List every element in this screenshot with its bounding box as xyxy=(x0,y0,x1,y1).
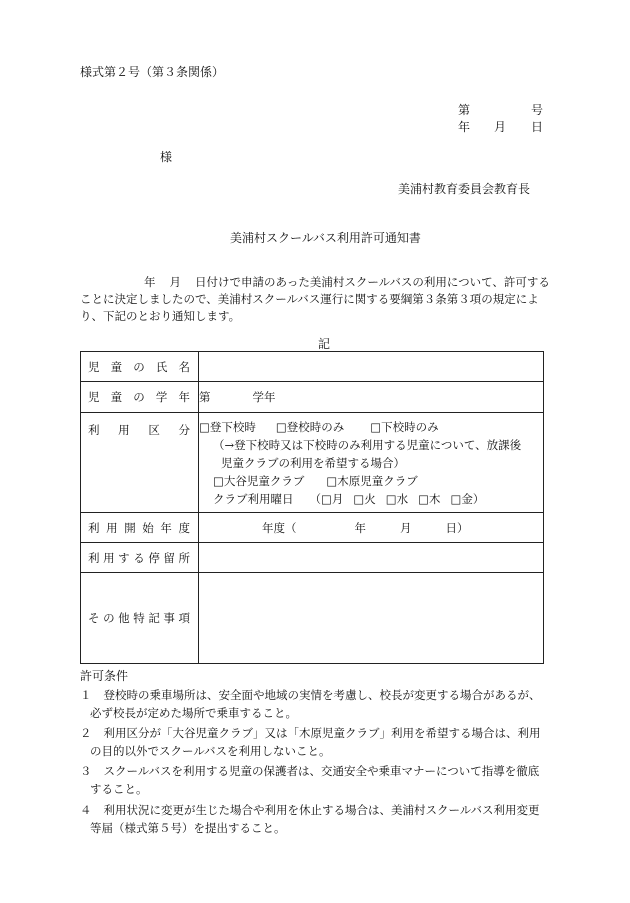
start-month: 月 xyxy=(400,520,412,535)
club-options-line xyxy=(199,472,543,490)
row-bus-stop xyxy=(81,543,544,573)
date-day: 日 xyxy=(531,120,544,134)
sender-title: 美浦村教育委員会教育長 xyxy=(398,182,531,196)
body-line-3: り、下記のとおり通知します。 xyxy=(80,309,241,323)
usage-options-line xyxy=(199,418,543,436)
number-suffix: 号 xyxy=(531,103,544,117)
row-usage-category xyxy=(81,413,544,513)
application-table xyxy=(80,351,544,664)
start-year-field[interactable] xyxy=(199,513,544,543)
club-kihara-checkbox[interactable]: □木原児童クラブ xyxy=(326,473,418,488)
addressee-suffix: 様 xyxy=(160,150,173,164)
body-paragraph xyxy=(80,274,550,325)
condition-item: １ 登校時の乗車場所は、安全面や地域の実情を考慮し、校長が変更する場合があるが、 必ず校長が定めた場所で乗車すること。 xyxy=(80,688,541,720)
usage-note-line-1: （→登下校時又は下校時のみ利用する児童について、放課後 xyxy=(213,437,522,452)
label-usage-category: 利 用 区 分 xyxy=(81,413,199,513)
day-fri-checkbox[interactable]: □金 xyxy=(450,491,473,506)
usage-note-line-2: 児童クラブの利用を希望する場合） xyxy=(221,455,405,470)
bus-stop-field[interactable] xyxy=(199,543,544,573)
usage-category-field xyxy=(199,413,544,513)
club-otani-checkbox[interactable]: □大谷児童クラブ xyxy=(213,473,305,488)
condition-item: ２ 利用区分が「大谷児童クラブ」又は「木原児童クラブ」利用を希望する場合は、利用 の目的以外でスクールバスを利用しないこと。 xyxy=(80,726,541,758)
day-wed-checkbox[interactable]: □水 xyxy=(385,491,409,506)
body-date-year: 年 xyxy=(144,275,156,289)
start-year: 年 xyxy=(354,520,366,535)
row-child-name xyxy=(81,352,544,382)
label-start-year: 利 用 開 始 年 度 xyxy=(81,513,199,543)
club-days-line: クラブ利用曜日 （□月 □火 □水 □木 □金） xyxy=(213,491,485,506)
day-thu-checkbox[interactable]: □木 xyxy=(418,491,441,506)
number-prefix: 第 xyxy=(458,103,471,117)
conditions-title: 許可条件 xyxy=(80,669,129,683)
day-tue-checkbox[interactable]: □火 xyxy=(353,491,376,506)
body-line-1 xyxy=(80,274,550,291)
record-label: 記 xyxy=(318,337,331,351)
condition-item: ４ 利用状況に変更が生じた場合や利用を休止する場合は、美浦村スクールバス利用変更 等届（様式第５号）を提出すること。 xyxy=(80,803,540,835)
grade-prefix: 第 xyxy=(199,390,211,404)
document-title: 美浦村スクールバス利用許可通知書 xyxy=(230,231,421,245)
row-start-year xyxy=(81,513,544,543)
start-fiscal-year: 年度（ xyxy=(262,520,297,535)
row-child-grade xyxy=(81,382,544,413)
body-line-2: ことに決定しましたので、美浦村スクールバス運行に関する要綱第３条第３項の規定によ xyxy=(80,292,539,306)
form-number: 様式第２号（第３条関係） xyxy=(80,65,225,79)
child-grade-field[interactable] xyxy=(199,382,544,413)
row-remarks xyxy=(81,573,544,664)
option-from-school-only-checkbox[interactable]: □下校時のみ xyxy=(370,419,439,434)
label-child-name: 児 童 の 氏 名 xyxy=(81,352,199,382)
grade-suffix: 学年 xyxy=(252,390,276,404)
date-year: 年 xyxy=(458,120,471,134)
date-month: 月 xyxy=(494,120,507,134)
label-child-grade: 児 童 の 学 年 xyxy=(81,382,199,413)
club-days-label: クラブ利用曜日 xyxy=(213,491,294,506)
label-remarks: そ の 他 特 記 事 項 xyxy=(81,573,199,664)
body-date-month: 月 xyxy=(169,275,181,289)
label-bus-stop: 利 用 す る 停 留 所 xyxy=(81,543,199,573)
remarks-field[interactable] xyxy=(199,573,544,664)
child-name-field[interactable] xyxy=(199,352,544,382)
start-day: 日） xyxy=(445,520,469,535)
body-line-1-text: 日付けで申請のあった美浦村スクールバスの利用について、許可する xyxy=(195,275,550,289)
day-mon-checkbox[interactable]: □月 xyxy=(321,491,344,506)
option-to-school-only-checkbox[interactable]: □登校時のみ xyxy=(275,419,345,434)
option-both-ways-checkbox[interactable]: □登下校時 xyxy=(199,419,256,434)
condition-item: ３ スクールバスを利用する児童の保護者は、交通安全や乗車マナーについて指導を徹底 すること。 xyxy=(80,764,540,796)
